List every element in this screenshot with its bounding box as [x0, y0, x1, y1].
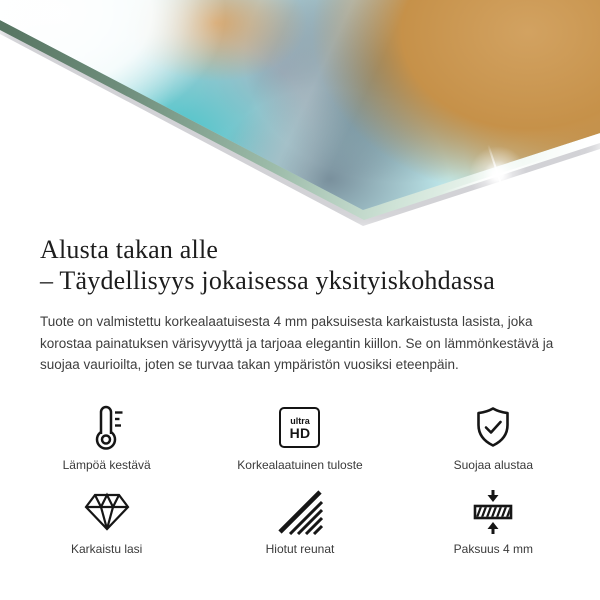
feature-label: Lämpöä kestävä	[62, 457, 151, 472]
beveled-edges-icon	[277, 488, 323, 536]
product-description: Tuote on valmistettu korkealaatuisesta 4 mm paksuisesta karkaistusta lasista, joka korostaa painatuksen värisyvyyttä ja tarjoaa elegantin kiillon. Se on lämmönkestävä ja suojaa vaurioilta, joten se turvaa takan ympäristön vuosiksi eteenpäin.	[40, 314, 554, 372]
page-title-line2: – Täydellisyys jokaisessa yksityiskohdassa	[40, 266, 495, 295]
feature-heat-resistant	[10, 404, 203, 472]
diamond-icon	[83, 488, 131, 536]
feature-label: Paksuus 4 mm	[453, 541, 533, 556]
feature-label: Korkealaatuinen tuloste	[237, 457, 363, 472]
feature-label: Suojaa alustaa	[453, 457, 534, 472]
feature-polished-edges	[203, 488, 396, 556]
feature-label: Karkaistu lasi	[70, 541, 143, 556]
feature-label: Hiotut reunat	[265, 541, 335, 556]
feature-grid	[10, 404, 590, 556]
feature-tempered-glass	[10, 488, 203, 556]
feature-thickness	[397, 488, 590, 556]
feature-print-quality	[203, 404, 396, 472]
ultra-hd-badge-text-small: ultra	[290, 415, 310, 426]
thermometer-icon	[90, 404, 124, 452]
page-title	[40, 234, 570, 296]
page-title-line1: Alusta takan alle	[40, 235, 219, 264]
feature-protects-surface	[397, 404, 590, 472]
thickness-icon	[471, 488, 515, 536]
ultra-hd-badge-text-large: HD	[289, 424, 311, 441]
product-image	[0, 0, 600, 230]
ultra-hd-icon	[279, 404, 320, 452]
shield-check-icon	[471, 404, 515, 452]
